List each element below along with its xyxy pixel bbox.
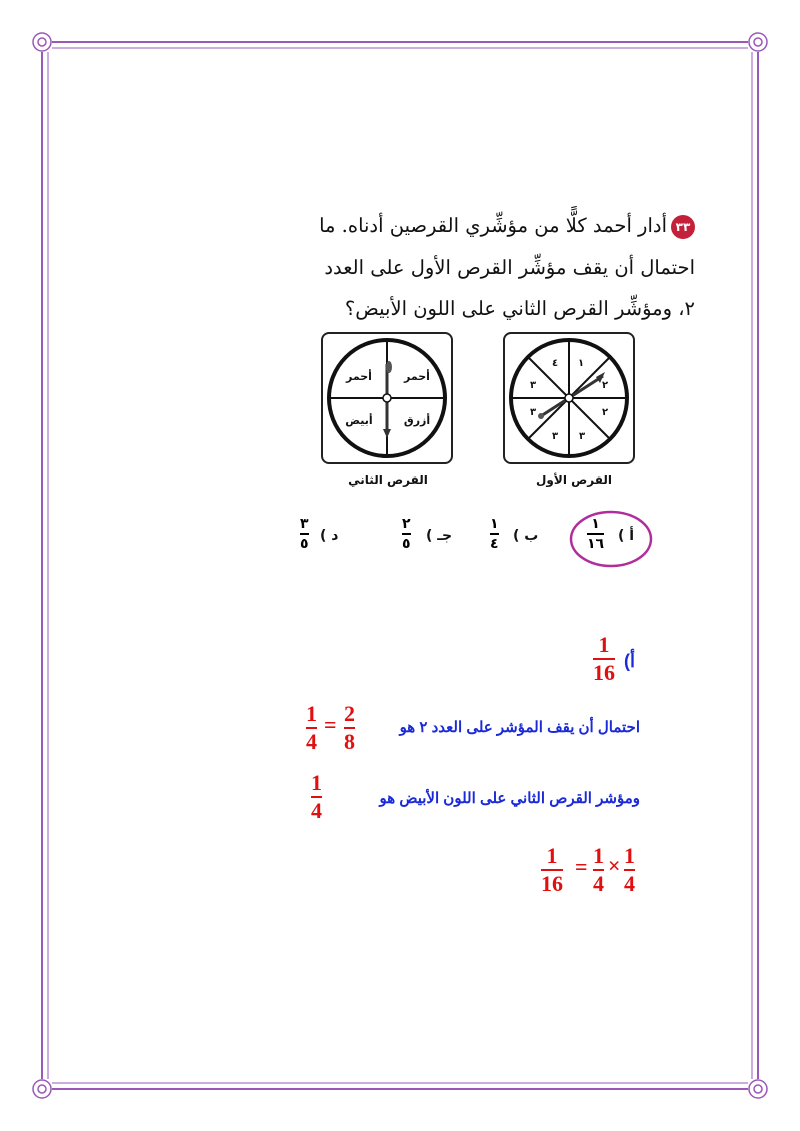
sector-label: ٢ bbox=[601, 407, 609, 418]
solution-factor-a: 1 4 bbox=[593, 843, 604, 896]
solution-fraction-white: 1 4 bbox=[311, 770, 322, 823]
times-sign: × bbox=[608, 853, 621, 878]
sector-label: ٣ bbox=[578, 431, 586, 442]
question-line-3: ٢، ومؤشِّر القرص الثاني على اللون الأبيض؟ bbox=[344, 297, 695, 320]
option-b-label[interactable]: ب ) bbox=[513, 528, 539, 544]
spinner-first bbox=[503, 332, 635, 464]
sector-label: ٢ bbox=[601, 380, 609, 391]
option-a-label[interactable]: أ ) bbox=[618, 528, 635, 544]
solution-line-2: ومؤشر القرص الثاني على اللون الأبيض هو bbox=[379, 790, 640, 807]
selected-answer-circle bbox=[568, 508, 654, 570]
sector-label: أبيض bbox=[345, 414, 373, 427]
sector-label: ٤ bbox=[551, 358, 559, 369]
solution-answer-label: أ) bbox=[624, 651, 635, 671]
sector-label: أزرق bbox=[403, 414, 431, 427]
sector-label: أحمر bbox=[404, 370, 430, 383]
spinner-second bbox=[321, 332, 453, 464]
sector-label: أحمر bbox=[346, 370, 372, 383]
question-line-2: احتمال أن يقف مؤشِّر القرص الأول على العدد bbox=[324, 256, 695, 279]
sector-label: ١ bbox=[577, 358, 585, 369]
question-number-badge: ٣٣ bbox=[671, 215, 695, 239]
option-a-fraction[interactable]: ١ ١٦ bbox=[587, 516, 605, 552]
sector-label: ٣ bbox=[529, 407, 537, 418]
spinner-first-caption: القرص الأول bbox=[536, 473, 612, 487]
equals-sign: = bbox=[575, 854, 588, 879]
sector-label: ٣ bbox=[529, 380, 537, 391]
solution-factor-b: 1 4 bbox=[624, 843, 635, 896]
solution-answer-fraction: 1 16 bbox=[593, 632, 615, 685]
solution-result-fraction: 1 16 bbox=[541, 843, 563, 896]
option-c-label[interactable]: جـ ) bbox=[426, 528, 453, 544]
option-c-fraction[interactable]: ٢ ٥ bbox=[402, 516, 411, 552]
solution-fraction-2-8: 2 8 bbox=[344, 701, 355, 754]
sector-label: ٣ bbox=[551, 431, 559, 442]
option-d-label[interactable]: د ) bbox=[320, 528, 339, 544]
option-d-fraction[interactable]: ٣ ٥ bbox=[300, 516, 309, 552]
solution-line-1: احتمال أن يقف المؤشر على العدد ٢ هو bbox=[399, 719, 640, 736]
corner-ornament-icon bbox=[33, 33, 767, 1098]
question-line-1: ٣٣أدار أحمد كلًّا من مؤشِّري القرصين أدناه. ما bbox=[319, 214, 695, 239]
spinner-second-caption: القرص الثاني bbox=[348, 473, 428, 487]
equals-sign: = bbox=[324, 712, 337, 737]
option-b-fraction[interactable]: ١ ٤ bbox=[490, 516, 499, 552]
solution-fraction-1-4: 1 4 bbox=[306, 701, 317, 754]
